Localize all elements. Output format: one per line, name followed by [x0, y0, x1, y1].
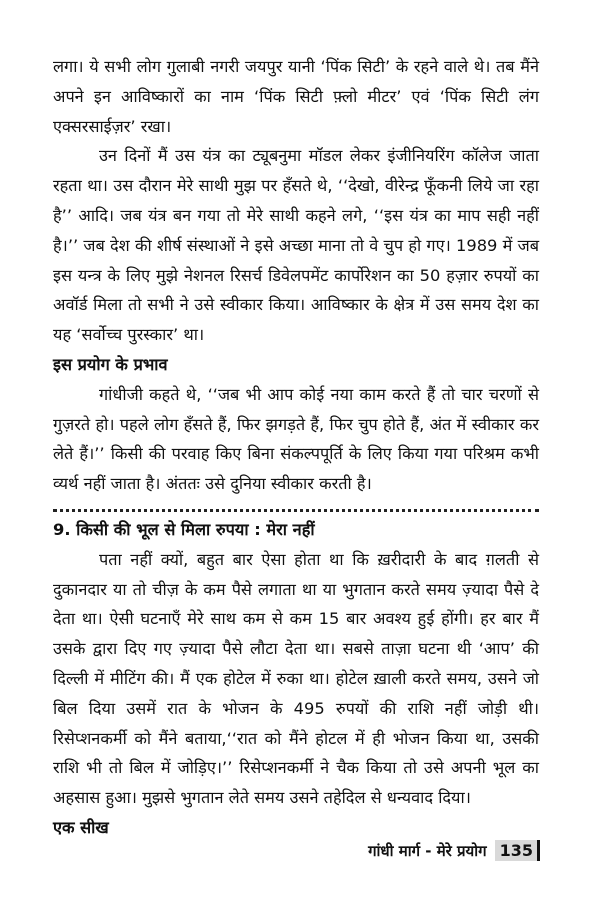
dotted-divider [53, 509, 539, 512]
page-footer [368, 840, 540, 861]
paragraph-extra-money: पता नहीं क्यों, बहुत बार ऐसा होता था कि ख़रीदारी के बाद ग़लती से दुकानदार या तो चीज़ के कम पैसे लगाता था या भुगतान करते समय ज़्यादा पैसे दे देता था। ऐसी घटनाएँ मेरे साथ कम से कम 15 बार अवश्य हुई होंगी। हर बार मैं उसके द्वारा दिए गए ज़्यादा पैसे लौटा देता था। सबसे ताज़ा घटना थी ‘आप’ की दिल्ली में मीटिंग की। मैं एक होटेल में रुका था। होटेल ख़ाली करते समय, उसने जो बिल दिया उसमें रात के भोजन के 495 रुपयों की राशि नहीं जोड़ी थी। रिसेप्शनकर्मी को मैंने बताया,‘‘रात को मैंने होटल में ही भोजन किया था, उसकी राशि भी तो बिल में जोड़िए।’’ रिसेप्शनकर्मी ने चैक किया तो उसे अपनी भूल का अहसास हुआ। मुझसे भुगतान लेते समय उसने तहेदिल से धन्यवाद दिया। [53, 549, 539, 808]
paragraph-pink-city: लगा। ये सभी लोग गुलाबी नगरी जयपुर यानी ‘पिंक सिटी’ के रहने वाले थे। तब मैंने अपने इन आविष्कारों का नाम ‘पिंक सिटी फ़्लो मीटर’ एवं ‘पिंक सिटी लंग एक्सरसाईज़र’ रखा। [53, 57, 539, 136]
page-number: 135 [495, 840, 540, 861]
footer-book-title: गांधी मार्ग - मेरे प्रयोग [368, 841, 487, 860]
page-body [53, 52, 539, 843]
subheading-lesson: एक सीख [53, 817, 109, 837]
paragraph-invention-model: उन दिनों मैं उस यंत्र का ट्यूबनुमा मॉडल लेकर इंजीनियरिंग कॉलेज जाता रहता था। उस दौरान मेरे साथी मुझ पर हँसते थे, ‘‘देखो, वीरेन्द्र फूँकनी लिये जा रहा है’’ आदि। जब यंत्र बन गया तो मेरे साथी कहने लगे, ‘‘इस यंत्र का माप सही नहीं है।’’ जब देश की शीर्ष संस्थाओं ने इसे अच्छा माना तो वे चुप हो गए। 1989 में जब इस यन्त्र के लिए मुझे नेशनल रिसर्च डिवेलपमेंट कार्पोरेशन का 50 हज़ार रुपयों का अवॉर्ड मिला तो सभी ने उसे स्वीकार किया। आविष्कार के क्षेत्र में उस समय देश का यह ‘सर्वोच्च पुरस्कार’ था। [53, 146, 539, 345]
subheading-effects: इस प्रयोग के प्रभाव [53, 354, 168, 374]
paragraph-gandhi-quote: गांधीजी कहते थे, ‘‘जब भी आप कोई नया काम करते हैं तो चार चरणों से गुज़रते हो। पहले लोग हँसते हैं, फिर झगड़ते हैं, फिर चुप होते हैं, अंत में स्वीकार कर लेते हैं।’’ किसी की परवाह किए बिना संकल्पपूर्ति के लिए किया गया परिश्रम कभी व्यर्थ नहीं जाता है। अंततः उसे दुनिया स्वीकार करती है। [53, 384, 539, 494]
section-title: 9. किसी की भूल से मिला रुपया : मेरा नहीं [53, 519, 315, 539]
